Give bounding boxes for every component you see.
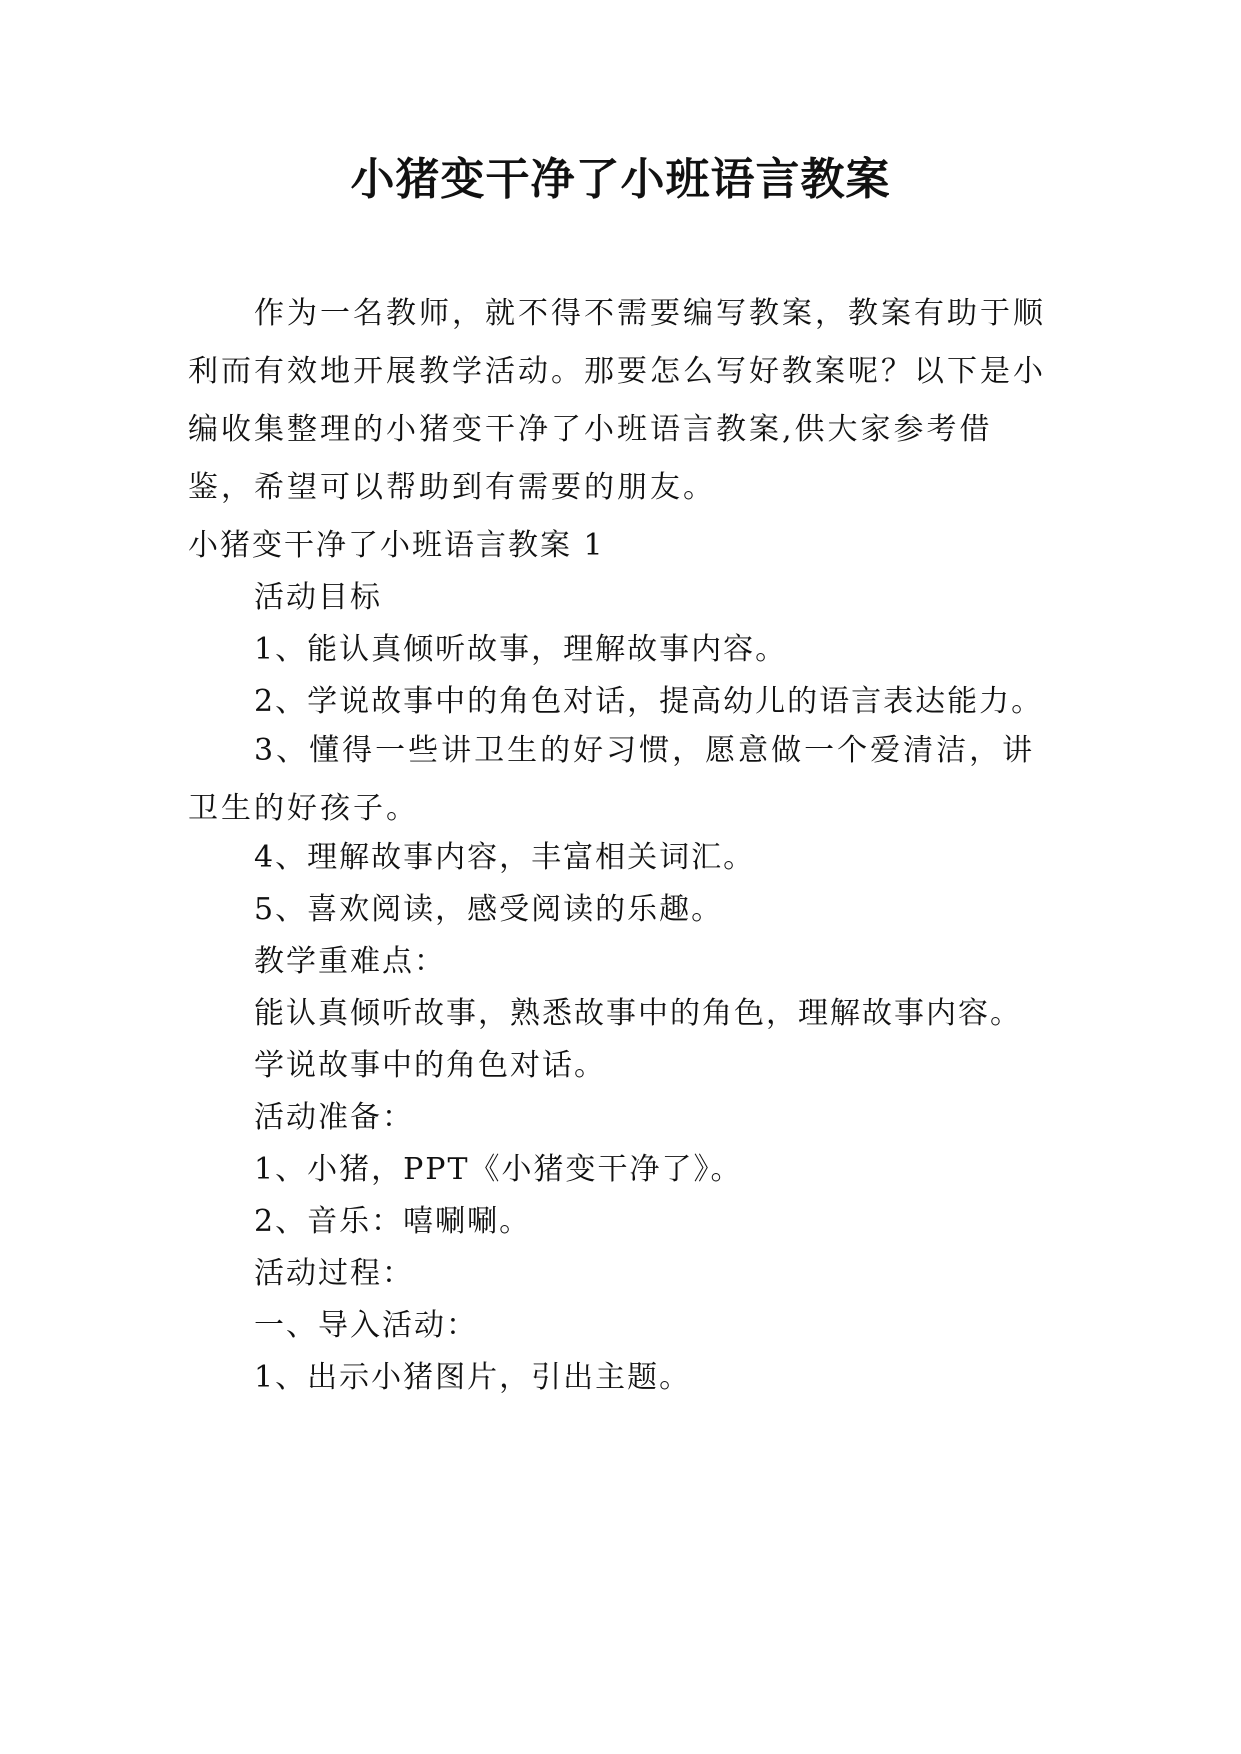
goal-item-4: 4、理解故事内容，丰富相关词汇。	[254, 840, 756, 875]
prep-item-2: 2、音乐：嘻唰唰。	[254, 1204, 532, 1239]
document-title: 小猪变干净了小班语言教案	[350, 154, 891, 205]
key-point-2: 学说故事中的角色对话。	[254, 1048, 606, 1083]
prep-heading: 活动准备：	[254, 1100, 414, 1135]
goal-item-2: 2、学说故事中的角色对话，提高幼儿的语言表达能力。	[254, 684, 1044, 719]
process-step-1: 1、出示小猪图片，引出主题。	[254, 1360, 692, 1395]
key-point-1: 能认真倾听故事，熟悉故事中的角色，理解故事内容。	[254, 996, 1022, 1031]
key-points-heading: 教学重难点：	[254, 944, 446, 979]
process-heading: 活动过程：	[254, 1256, 414, 1291]
prep-item-1: 1、小猪，PPT《小猪变干净了》。	[254, 1152, 743, 1187]
intro-paragraph: 作为一名教师，就不得不需要编写教案，教案有助于顺利而有效地开展教学活动。那要怎么写好教案呢？以下是小编收集整理的小猪变干净了小班语言教案,供大家参考借鉴，希望可以帮助到有需要的朋友。	[188, 296, 1046, 505]
goal-item-1: 1、能认真倾听故事，理解故事内容。	[254, 632, 788, 667]
process-step-heading: 一、导入活动：	[254, 1308, 478, 1343]
goals-heading: 活动目标	[254, 580, 382, 615]
goal-item-3: 3、懂得一些讲卫生的好习惯，愿意做一个爱清洁，讲卫生的好孩子。	[188, 733, 1036, 826]
goal-item-5: 5、喜欢阅读，感受阅读的乐趣。	[254, 892, 724, 927]
section-heading: 小猪变干净了小班语言教案 1	[188, 528, 605, 563]
